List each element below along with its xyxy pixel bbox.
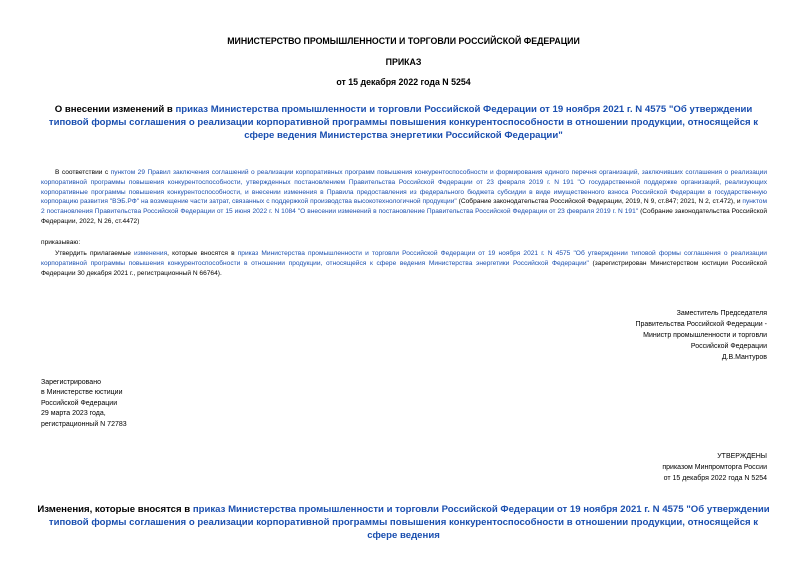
order-title-text: О внесении изменений в <box>54 104 176 115</box>
signature-name: Д.В.Мантуров <box>721 354 767 361</box>
date-number-heading: от 15 декабря 2022 года N 5254 <box>336 77 471 87</box>
signature-line-3: Министр промышленности и торговли <box>643 332 767 339</box>
preamble-link-1[interactable]: пунктом 29 Правил заключения соглашений о реализации корпоративных программ повышения конкурентоспособности и формирования единого перечня организаций, заключивших соглашения о реализации корпоративной программы повышения конкурентоспособности, утвержденных постановлением Правительства Российской Федерации от 23 февраля 2019 г. N 191 "О государственной поддержке организаций, реализующих корпоративные программы повышения конкурентоспособности, и внесении изменения в Правила предоставления из федерального бюджета субсидии в виде имущественного взноса Российской Федерации в государственную корпорацию развития "ВЭБ.РФ" на возмещение части затрат, связанных с поддержкой производства высокотехнологичной продукции" <box>41 169 768 206</box>
body-text-1: Утвердить прилагаемые <box>55 250 135 257</box>
signature-line-1: Заместитель Председателя <box>676 310 767 317</box>
approved-block <box>662 452 767 484</box>
ministry-heading: МИНИСТЕРСТВО ПРОМЫШЛЕННОСТИ И ТОРГОВЛИ РОССИЙСКОЙ ФЕДЕРАЦИИ <box>227 36 580 46</box>
registration-date: 29 марта 2023 года, <box>41 410 106 418</box>
registration-line-1: Зарегистрировано <box>41 379 101 386</box>
order-title <box>34 103 773 142</box>
approved-line-2: приказом Минпромторга России <box>662 463 767 471</box>
preamble-paragraph <box>41 168 767 227</box>
changes-title <box>34 503 773 542</box>
preamble-text-2: (Собрание законодательства Российской Федерации, 2019, N 9, ст.847; 2021, N 2, ст.472), и <box>456 198 743 206</box>
registration-number: регистрационный N 72783 <box>41 420 127 428</box>
body-link-order[interactable]: приказ Министерства промышленности и торговли Российской Федерации от 19 ноября 2021 г. N 4575 "Об утверждении типовой формы соглашения о реализации корпоративной программы повышения конкурентоспособности в отношении продукции, относящейся к сфере ведения Министерства энергетики Российской Федерации" <box>41 250 767 267</box>
approved-line-3: от 15 декабря 2022 года N 5254 <box>663 474 767 482</box>
changes-title-link[interactable]: приказ Министерства промышленности и торговли Российской Федерации от 19 ноября 2021 г. N 4575 "Об утверждении типовой формы соглашения о реализации корпоративной программы повышения конкурентоспособности в отношении продукции, относящейся к сфере ведения <box>48 504 770 541</box>
signature-block <box>635 308 767 363</box>
preamble-text-3: (Собрание законодательства Российской Федерации, 2022, N 26, ст.4472) <box>41 208 767 225</box>
approved-line-1: УТВЕРЖДЕНЫ <box>717 453 767 460</box>
body-text-2: , которые вносятся в <box>167 250 238 257</box>
body-paragraph <box>41 249 767 278</box>
registration-block <box>41 378 127 430</box>
order-word: приказываю: <box>41 239 81 246</box>
registration-line-3: Российской Федерации <box>41 399 118 407</box>
signature-line-2: Правительства Российской Федерации - <box>635 321 767 328</box>
order-title-link[interactable]: приказ Министерства промышленности и торговли Российской Федерации от 19 ноября 2021 г. N 4575 "Об утверждении типовой формы соглашения о реализации корпоративной программы повышения конкурентоспособности в отношении продукции, относящейся к сфере ведения Министерства энергетики Российской Федерации" <box>48 104 759 141</box>
changes-title-text: Изменения, которые вносятся в <box>37 504 193 515</box>
registration-line-2: в Министерстве юстиции <box>41 389 123 397</box>
body-text-3: (зарегистрирован Министерством юстиции Российской Федерации 30 декабря 2021 г., регистрационный N 66764). <box>41 259 767 277</box>
preamble-text-1: В соответствии с <box>55 169 111 176</box>
body-link-changes[interactable]: изменения <box>134 250 168 257</box>
signature-line-4: Российской Федерации <box>690 343 767 350</box>
doc-type-heading: ПРИКАЗ <box>385 57 422 67</box>
preamble-link-2[interactable]: пунктом 2 постановления Правительства Российской Федерации от 15 июня 2022 г. N 1084 "О внесении изменений в постановление Правительства Российской Федерации от 23 февраля 2019 г. N 191" <box>41 198 768 216</box>
